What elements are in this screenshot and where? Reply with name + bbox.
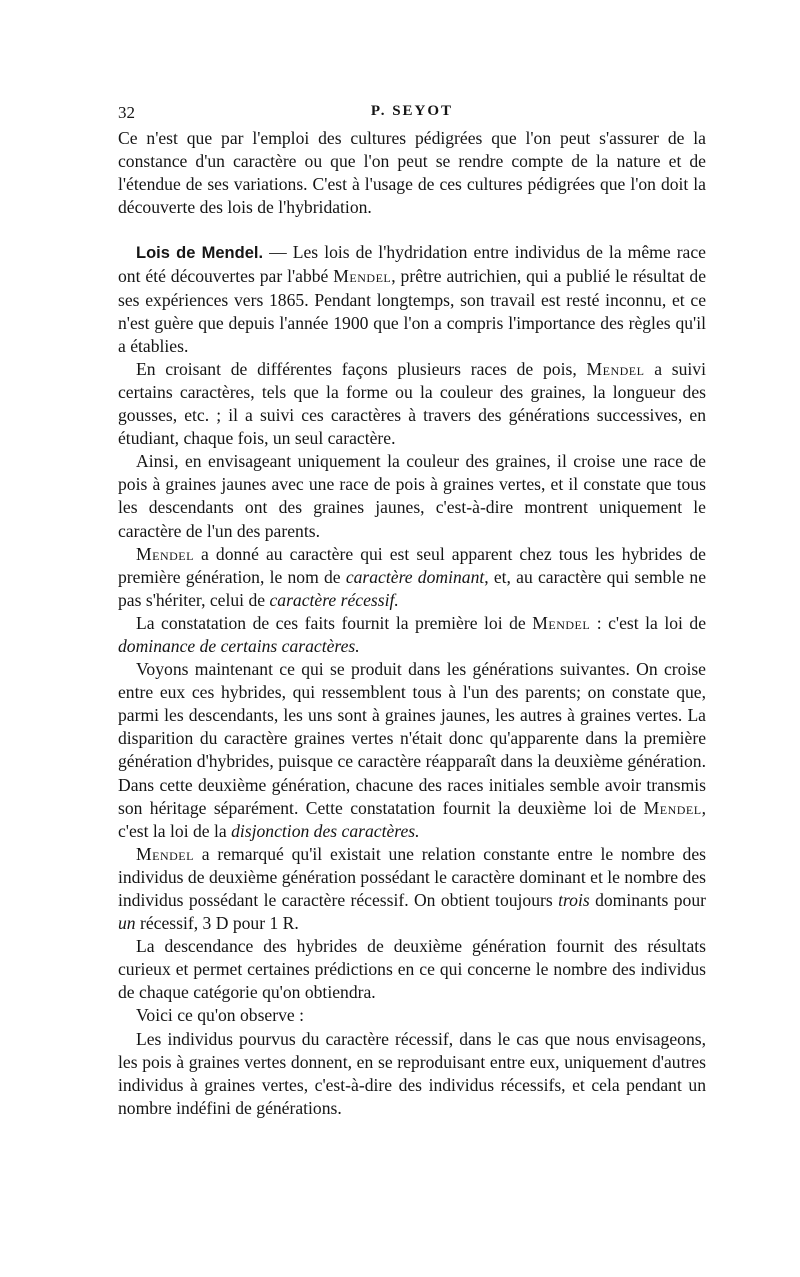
paragraph-4: Ainsi, en envisageant uniquement la couleur des graines, il croise une race de pois à graines jaunes avec une race de pois à graines vertes, et il constate que tous les descendants ont des graines jaunes, c'est-à-dire montrent uniquement le caractère de l'un des parents.: [118, 451, 706, 541]
text-run: — Les lois de l'hydridation entre individus de la même race ont été découvertes par l'abbé: [118, 242, 706, 287]
page-number: 32: [118, 103, 135, 122]
paragraph-3: [118, 358, 706, 450]
text-run: , et, au caractère qui semble ne pas s'hériter, celui de: [118, 566, 706, 610]
italic-term: caractère récessif.: [269, 589, 399, 610]
text-run: a remarqué qu'il existait une relation constante entre le nombre des individus de deuxième génération possédant le caractère dominant et le nombre des individus possédant le caractère récessif. On obtient toujours: [118, 843, 706, 910]
page-header: [118, 103, 706, 127]
italic-term: caractère dominant: [345, 566, 485, 587]
text-run: La constatation de ces faits fournit la première loi de: [136, 612, 533, 633]
paragraph-2: [118, 241, 706, 357]
author-name: Mendel: [586, 358, 645, 379]
text-run: En croisant de différentes façons plusieurs races de pois,: [136, 358, 587, 379]
text-run: Voyons maintenant ce qui se produit dans les générations suivantes. On croise entre eux ces hybrides, qui ressemblent tous à l'un des parents; on constate que, parmi les descendants, les uns sont à graines jaunes, les autres à graines vertes. La disparition du caractère graines vertes n'était donc qu'apparente dans la première génération d'hybrides, puisque ce caractère réapparaît dans la deuxième génération. Dans cette deuxième génération, chacune des races initiales semble avoir transmis son héritage séparément. Cette constatation fournit la deuxième loi de: [118, 659, 706, 818]
text-run: , c'est la loi de la: [118, 797, 706, 841]
running-head: P. SEYOT: [370, 103, 454, 119]
paragraph-10: Voici ce qu'on observe :: [136, 1005, 304, 1026]
paragraph-1: Ce n'est que par l'emploi des cultures pédigrées que l'on peut s'assurer de la constance d'un caractère ou que l'on peut se rendre compte de la nature et de l'étendue de ses variations. C'est à l'usage de ces cultures pédigrées que l'on doit la découverte des lois de l'hybridation.: [118, 128, 706, 218]
text-run: dominants pour: [589, 890, 706, 910]
author-name: Mendel: [643, 797, 702, 818]
page-body: [118, 127, 706, 1120]
paragraph-9: La descendance des hybrides de deuxième génération fournit des résultats curieux et permet certaines prédictions en ce qui concerne le nombre des individus de chaque catégorie qu'on obtiendra.: [118, 936, 706, 1003]
paragraph-5: [118, 543, 706, 612]
text-run: a donné au caractère qui est seul apparent chez tous les hybrides de première génération, le nom de: [118, 543, 706, 587]
text-run: , prêtre autrichien, qui a publié le résultat de ses expériences vers 1865. Pendant longtemps, son travail est resté inconnu, et ce n'est guère que depuis l'année 1900 que l'on a compris l'importance des règles qu'il a établies.: [118, 266, 707, 356]
author-name: Mendel: [333, 266, 392, 287]
author-name: Mendel: [136, 843, 194, 864]
paragraph-7: [118, 658, 706, 843]
italic-term: trois: [558, 890, 590, 910]
paragraph-8: [118, 843, 706, 935]
italic-term: disjonction des caractères.: [231, 820, 420, 841]
text-run: récessif, 3 D pour 1 R.: [135, 913, 299, 934]
paragraph-6: [118, 612, 706, 658]
paragraph-11: Les individus pourvus du caractère récessif, dans le cas que nous envisageons, les pois à graines vertes donnent, en se reproduisant entre eux, uniquement d'autres individus à graines vertes, c'est-à-dire des individus récessifs, et cela pendant un nombre indéfini de générations.: [118, 1028, 706, 1118]
italic-term: dominance de certains caractères.: [118, 635, 360, 656]
italic-term: un: [118, 913, 136, 934]
text-run: a suivi certains caractères, tels que la forme ou la couleur des graines, la longueur des gousses, etc. ; il a suivi ces caractères à travers des générations successives, en étudiant, chaque fois, un seul caractère.: [118, 358, 706, 449]
author-name: Mendel: [136, 543, 194, 564]
author-name: Mendel: [532, 612, 591, 633]
section-heading: Lois de Mendel.: [136, 244, 264, 263]
text-run: : c'est la loi de: [590, 612, 706, 633]
